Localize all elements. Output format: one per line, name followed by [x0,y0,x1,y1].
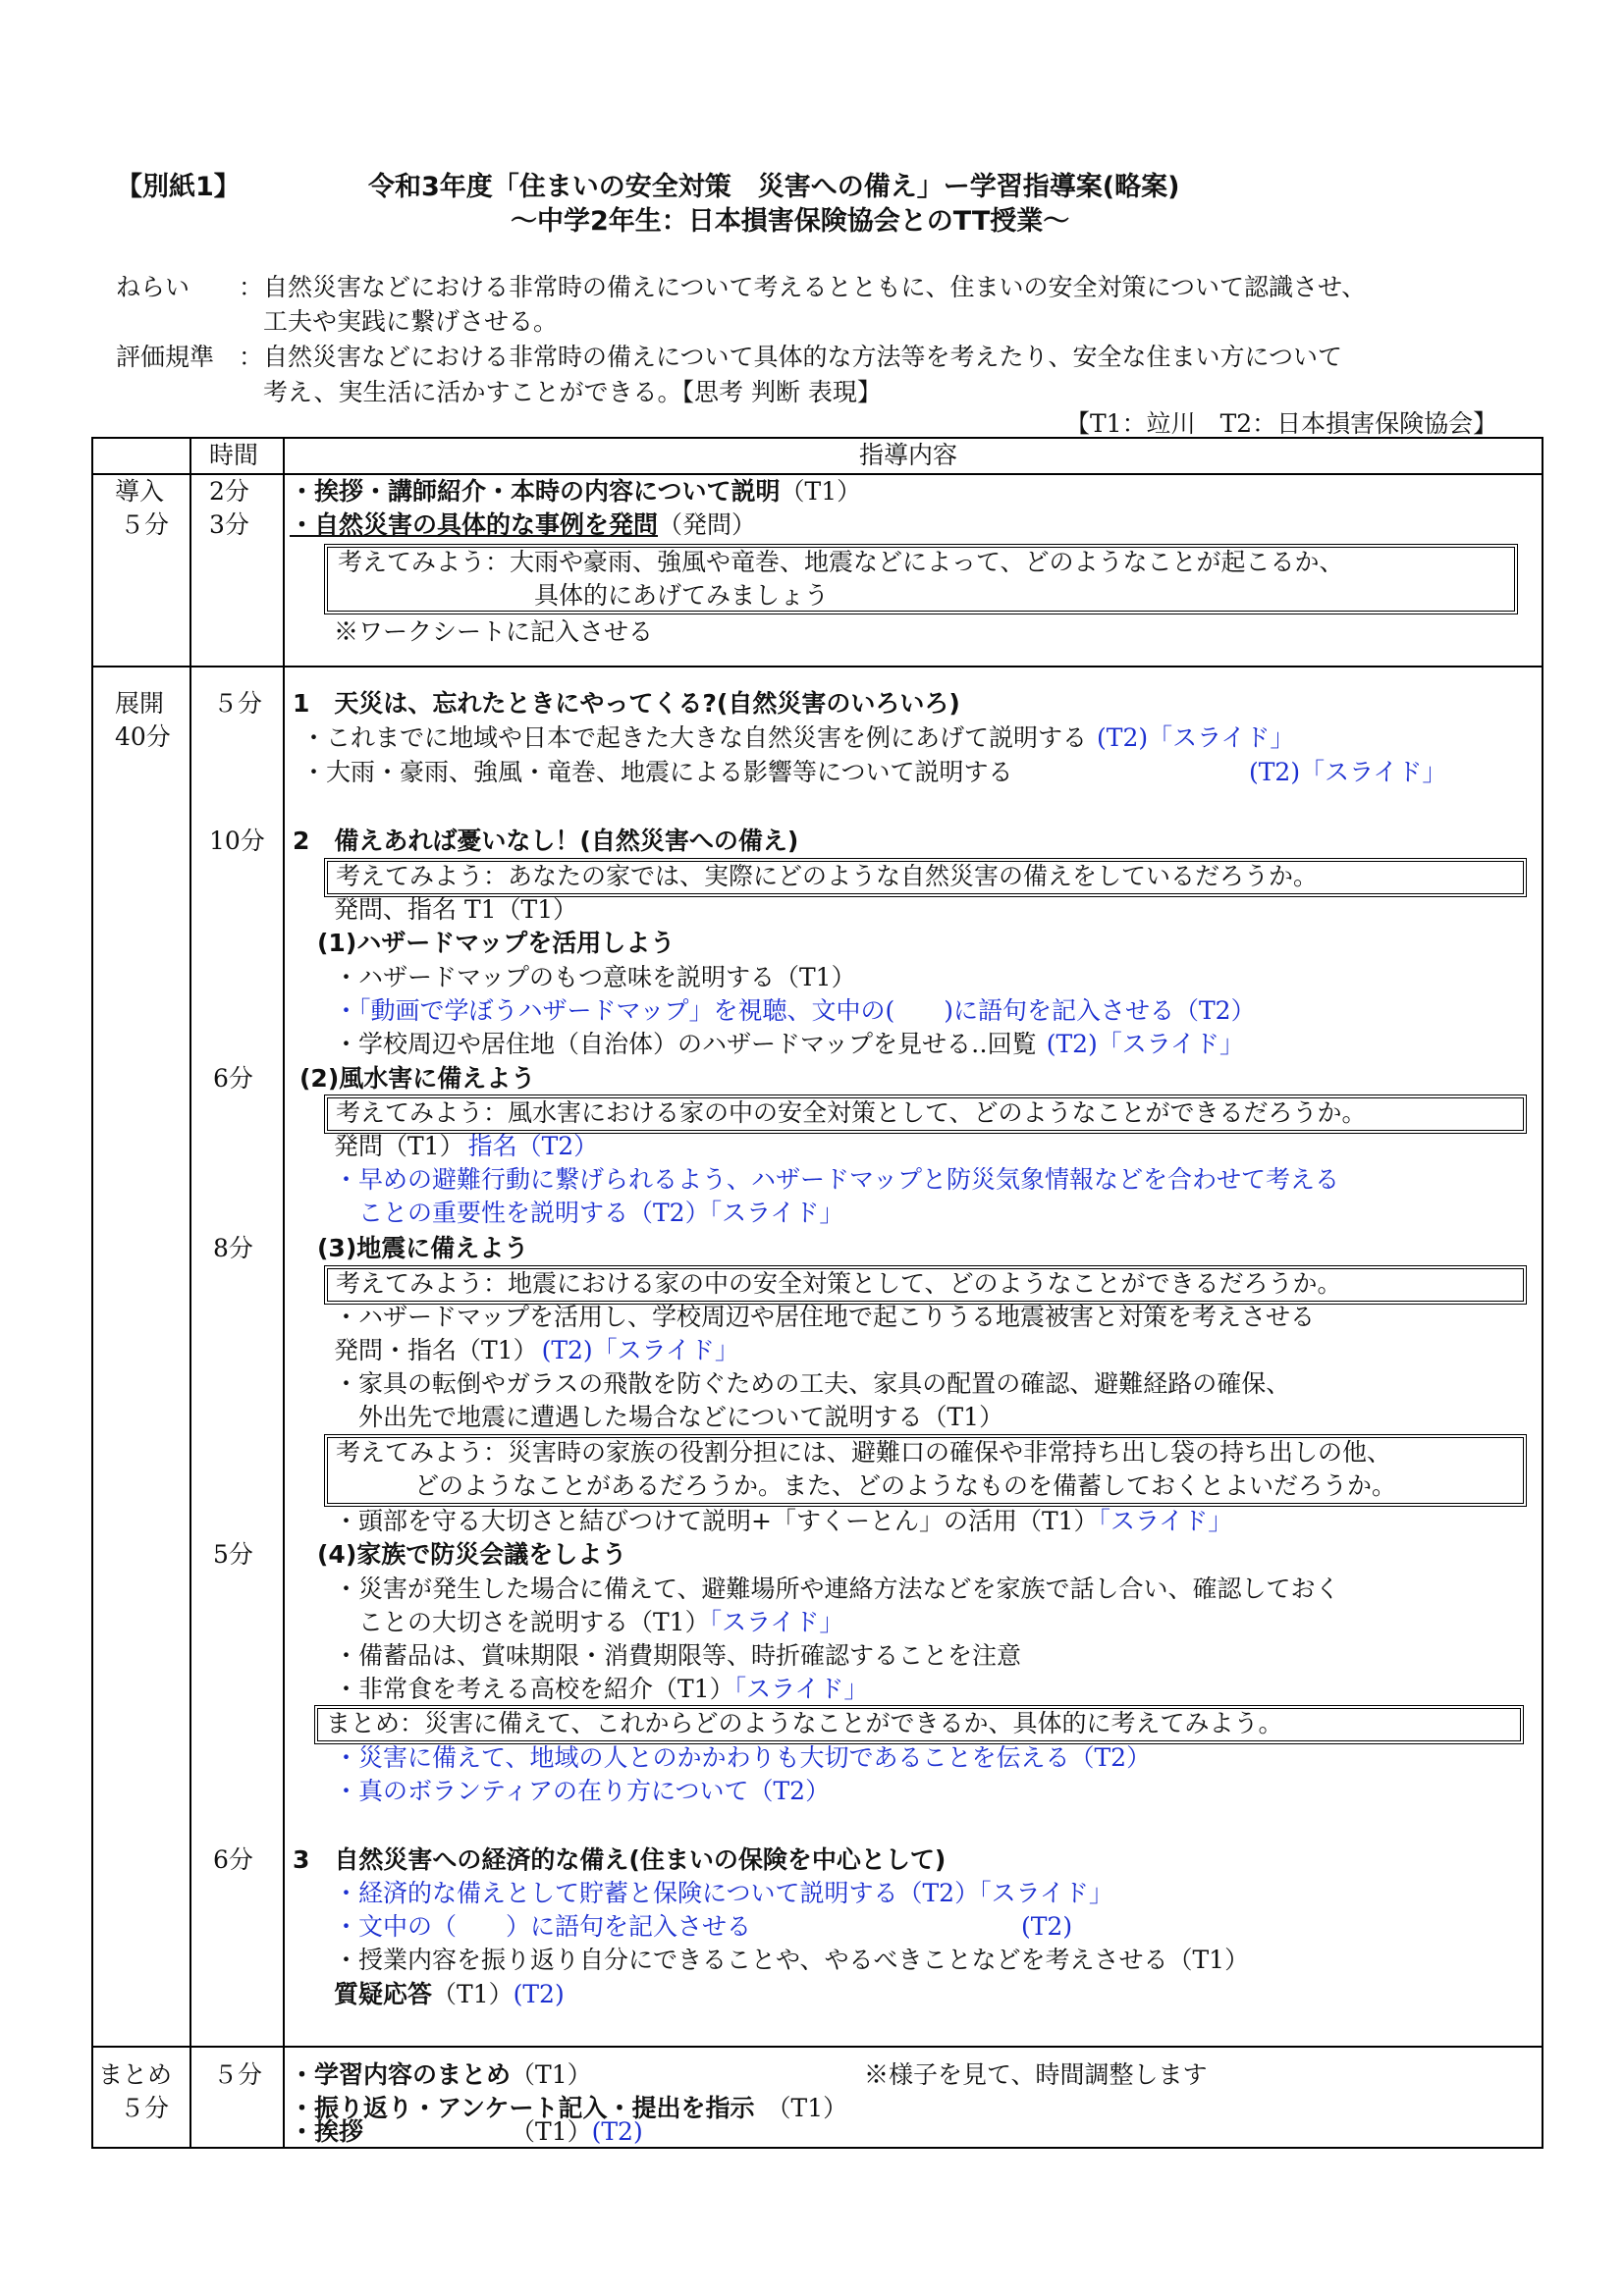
h3-line-3: ・家具の転倒やガラスの飛散を防ぐための工夫、家具の配置の確認、避難経路の確保、 [334,1369,1291,1398]
h3-line-5-role: 「スライド」 [1098,1507,1233,1535]
closing-line-1-role: （T1） [511,2060,592,2089]
h4-line-4-role: 「スライド」 [733,1675,869,1703]
h2-think-box [324,1095,1527,1134]
criteria-label: 評価規準 [116,343,215,371]
closing-line-2-role: （T1） [766,2094,848,2122]
h3-box2-line-1: 考えてみよう：災害時の家族の役割分担には、避難口の確保や非常持ち出し袋の持ち出しの他、 [336,1438,1392,1467]
intro-stage-time: ５分 [120,510,170,539]
h2-line-2: ・早めの避難行動に繋げられるよう、ハザードマップと防災気象情報などを合わせて考える [334,1165,1340,1194]
s1-line-2-text: ・大雨・豪雨、強風・竜巻、地震による影響等について説明する [301,758,1013,786]
aim-line1: ：自然災害などにおける非常時の備えについて考えるとともに、住まいの安全対策について認識させ、 [239,273,1367,301]
dev-stage: 展開 [115,689,165,718]
intro-line-2 [290,508,756,542]
s3-time: 6分 [213,1845,253,1874]
s1-line-1 [301,721,1294,755]
s2-title: 2 備えあれば憂いなし！(自然災害への備え) [293,827,799,855]
intro-think-box [324,544,1518,614]
h2-line-3: ことの重要性を説明する（T2）「スライド」 [358,1199,844,1227]
closing-line-3-role-1: （T1） [511,2117,592,2146]
h1-line-3 [334,1028,1244,1061]
s3-line-4-role-2: (T2) [513,1980,565,2008]
s3-line-1: ・経済的な備えとして貯蓄と保険について説明する（T2）「スライド」 [334,1879,1113,1907]
h1-title: (1)ハザードマップを活用しよう [317,929,676,957]
h4-line-2-text: ことの大切さを説明する（T1） [358,1608,710,1636]
h3-think-box [324,1265,1527,1305]
aim-line2: 工夫や実践に繋げさせる。 [263,307,559,336]
h2-box-text: 考えてみよう：風水害における家の中の安全対策として、どのようなことができるだろうか。 [336,1098,1367,1127]
teachers-note: 【T1：竝川 T2：日本損害保険協会】 [1065,409,1498,438]
h3-line-2 [334,1334,739,1367]
row-divider-intro [93,666,1542,667]
h1-line-1: ・ハザードマップのもつ意味を説明する（T1） [334,963,856,991]
s3-line-4 [334,1978,565,2011]
intro-stage: 導入 [115,477,165,506]
intro-line-1-text: ・挨拶・講師紹介・本時の内容について説明 [290,477,781,506]
h3-line-2-text: 発問・指名（T1） [334,1336,538,1364]
h4-title: (4)家族で防災会議をしよう [317,1540,627,1569]
dev-stage-time: 40分 [115,722,171,751]
h4-line-2 [358,1606,843,1639]
summary-line-1: ・災害に備えて、地域の人とのかかわりも大切であることを伝える（T2） [334,1743,1152,1772]
closing-line-3-text: ・挨拶 [290,2117,364,2146]
s3-line-4-role-1: （T1） [432,1980,514,2008]
h3-box2-line-2: どのようなことがあるだろうか。また、どのようなものを備蓄しておくとよいだろうか。 [414,1471,1397,1500]
header-content: 指導内容 [859,441,958,469]
closing-time: ５分 [213,2060,263,2089]
h1-line-3-role: (T2)「スライド」 [1046,1030,1245,1058]
s3-line-2: ・文中の（ ）に語句を記入させる [334,1912,752,1941]
s1-time: ５分 [213,689,263,718]
intro-box-line-2: 具体的にあげてみましょう [534,581,830,610]
h3-role-box [324,1434,1527,1507]
intro-line-1 [290,475,861,508]
s2-time: 10分 [209,827,265,855]
intro-line-2-text: ・自然災害の具体的な事例を発問 [290,510,659,539]
s1-line-1-role: (T2)「スライド」 [1097,723,1295,752]
s3-line-4-text: 質疑応答 [334,1980,433,2008]
s1-title: 1 天災は、忘れたときにやってくる?(自然災害のいろいろ) [293,689,960,718]
intro-line-2-role: （発問） [658,510,757,539]
s1-line-2-role: (T2)「スライド」 [1249,758,1447,786]
closing-line-2-text: ・振り返り・アンケート記入・提出を指示 [290,2094,755,2122]
page-subtitle: ～中学2年生：日本損害保険協会とのTT授業～ [511,206,1070,237]
h3-time: 8分 [213,1234,253,1262]
h3-box-text: 考えてみよう：地震における家の中の安全対策として、どのようなことができるだろうか。 [336,1269,1342,1298]
h2-line-1-text: 発問（T1） [334,1132,464,1160]
intro-box-line-1: 考えてみよう：大雨や豪雨、強風や竜巻、地震などによって、どのようなことが起こるか、 [338,548,1344,576]
closing-line-3-role-2: (T2) [591,2117,643,2146]
h1-line-3-text: ・学校周辺や居住地（自治体）のハザードマップを見せる‥回覧 [334,1030,1037,1058]
summary-line-2: ・真のボランティアの在り方について（T2） [334,1777,831,1805]
s1-line-2 [301,756,1013,789]
row-divider-development [93,2046,1542,2048]
criteria-line1: ：自然災害などにおける非常時の備えについて具体的な方法等を考えたり、安全な住まい方について [239,343,1343,371]
h3-line-5-text: ・頭部を守る大切さと結びつけて説明+「すくーとん」の活用（T1） [334,1507,1099,1535]
s2-line-1: 発問、指名 T1（T1） [334,895,578,924]
summary-think-box [314,1705,1524,1744]
attachment-label: 【別紙1】 [116,172,241,202]
h3-line-1: ・ハザードマップを活用し、学校周辺や居住地で起こりうる地震被害と対策を考えさせる [334,1303,1316,1331]
h2-line-1 [334,1130,598,1163]
closing-line-1 [290,2058,592,2092]
intro-time-1: 2分 [209,477,249,506]
col-divider-stage [189,439,191,2147]
s2-box-text: 考えてみよう：あなたの家では、実際にどのような自然災害の備えをしているだろうか。 [336,862,1319,890]
h4-line-2-role: 「スライド」 [709,1608,844,1636]
s2-think-box [324,858,1527,897]
h3-line-2-role: (T2)「スライド」 [541,1336,739,1364]
h4-line-4 [334,1673,868,1706]
h2-title: (2)風水害に備えよう [299,1064,536,1093]
closing-line-1-text: ・学習内容のまとめ [290,2060,512,2089]
h4-line-4-text: ・非常食を考える高校を紹介（T1） [334,1675,734,1703]
closing-stage-time: ５分 [120,2094,170,2122]
h3-line-4: 外出先で地震に遭遇した場合などについて説明する（T1） [358,1403,1004,1431]
h2-time: 6分 [213,1064,253,1093]
h1-line-2: ・「動画で学ぼうハザードマップ」を視聴、文中の( )に語句を記入させる（T2） [334,996,1256,1025]
h4-time: 5分 [213,1540,253,1569]
h3-title: (3)地震に備えよう [317,1234,529,1262]
intro-time-2: 3分 [209,510,249,539]
aim-label: ねらい [116,273,190,301]
summary-box-text: まとめ：災害に備えて、これからどのようなことができるか、具体的に考えてみよう。 [326,1709,1283,1737]
closing-stage: まとめ [98,2060,173,2089]
header-time: 時間 [209,441,259,469]
lesson-plan-table [91,437,1543,2149]
h3-line-5 [334,1505,1232,1538]
criteria-line2: 考え、実生活に活かすことができる。【思考 判断 表現】 [263,378,882,406]
page-title: 令和3年度「住まいの安全対策 災害への備え」ー学習指導案(略案) [368,172,1180,202]
intro-note: ※ワークシートに記入させる [334,617,654,646]
h4-line-3: ・備蓄品は、賞味期限・消費期限等、時折確認することを注意 [334,1641,1022,1670]
closing-line-3 [290,2115,643,2149]
closing-line-1-note: ※様子を見て、時間調整します [864,2060,1208,2089]
intro-line-1-role: （T1） [780,477,862,506]
s3-line-2-role: (T2) [1021,1912,1073,1941]
h4-line-1: ・災害が発生した場合に備えて、避難場所や連絡方法などを家族で話し合い、確認しておく [334,1575,1340,1603]
h2-line-1-role: 指名（T2） [467,1132,599,1160]
s3-line-3: ・授業内容を振り返り自分にできることや、やるべきことなどを考えさせる（T1） [334,1946,1250,1974]
s1-line-1-text: ・これまでに地域や日本で起きた大きな自然災害を例にあげて説明する [301,723,1088,752]
col-divider-time [283,439,285,2147]
s3-title: 3 自然災害への経済的な備え(住まいの保険を中心として) [293,1845,947,1874]
